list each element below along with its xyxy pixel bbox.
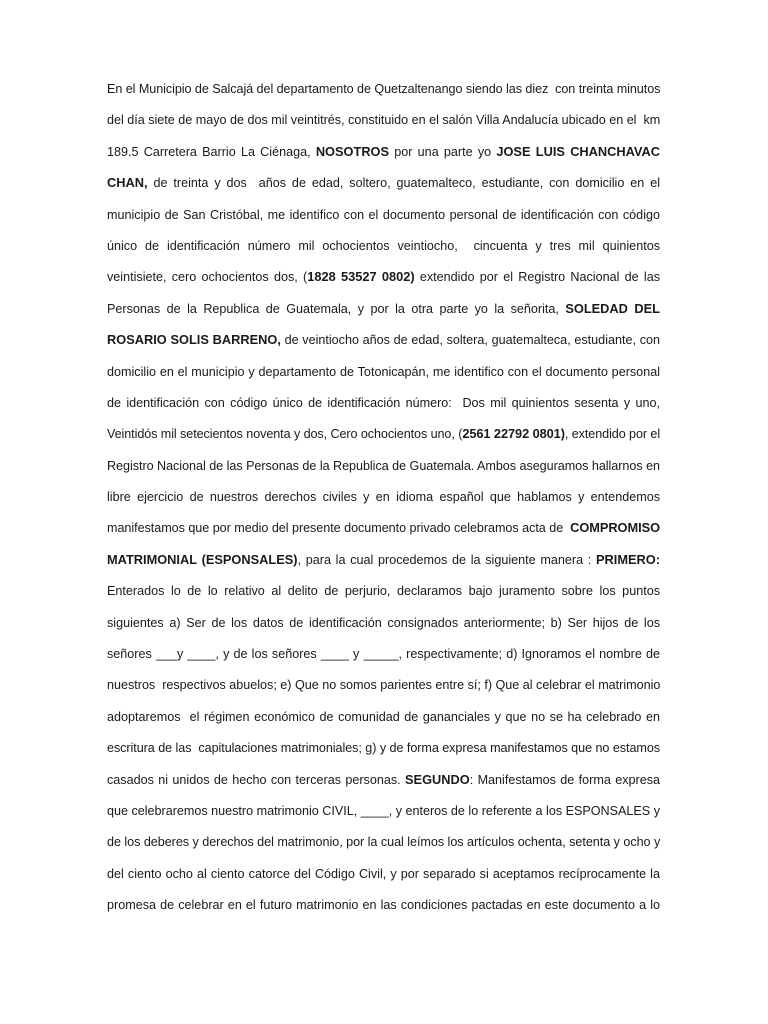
- paragraph-line: [107, 204, 660, 235]
- paragraph-line: [107, 329, 660, 360]
- text-segment: del ciento ocho al ciento catorce del Código Civil, y por separado si aceptamos recíprocamente la: [107, 866, 660, 881]
- text-segment: de los deberes y derechos del matrimonio, por la cual leímos los artículos ochenta, setenta y ocho y: [107, 835, 661, 850]
- text-segment: por una parte yo: [389, 144, 497, 159]
- paragraph-line: [107, 78, 660, 109]
- text-segment: escritura de las capitulaciones matrimoniales; g) y de forma expresa manifestamos que no estamos: [107, 741, 660, 756]
- bold-text-segment: NOSOTROS: [315, 143, 390, 159]
- text-segment: municipio de San Cristóbal, me identifico con el documento personal de identificación con código: [107, 207, 660, 222]
- bold-text-segment: MATRIMONIAL (ESPONSALES): [107, 551, 298, 567]
- paragraph-line: [107, 863, 660, 894]
- text-segment: adoptaremos el régimen económico de comunidad de gananciales y que no se ha celebrado en: [107, 709, 660, 724]
- text-segment: , para la cual procedemos de la siguiente manera :: [297, 552, 596, 567]
- paragraph-line: [107, 674, 660, 705]
- bold-text-segment: CHAN,: [107, 175, 148, 191]
- paragraph-line: [107, 706, 660, 737]
- text-segment: En el Municipio de Salcajá del departamento de Quetzaltenango siendo las diez con treinta minutos: [107, 82, 661, 96]
- text-segment: libre ejercicio de nuestros derechos civiles y en idioma español que hablamos y entendemos: [107, 490, 660, 505]
- paragraph-line: [107, 643, 660, 674]
- text-segment: Personas de la Republica de Guatemala, y por la otra parte yo la señorita,: [107, 301, 566, 316]
- paragraph-line: [107, 423, 660, 454]
- text-segment: manifestamos que por medio del presente documento privado celebramos acta de: [107, 521, 571, 536]
- paragraph-line: [107, 800, 660, 831]
- paragraph-line: [107, 769, 660, 800]
- bold-text-segment: 1828 53527 0802): [307, 269, 415, 285]
- text-segment: extendido por el Registro Nacional de las: [414, 270, 660, 285]
- paragraph-line: [107, 141, 660, 172]
- paragraph-line: [107, 392, 660, 423]
- text-segment: Enterados lo de lo relativo al delito de perjurio, declaramos bajo juramento sobre los puntos: [107, 584, 660, 599]
- paragraph-line: [107, 517, 660, 548]
- text-segment: , extendido por el: [564, 427, 661, 442]
- text-segment: del día siete de mayo de dos mil veintitrés, constituido en el salón Villa Andalucía ubicado en el km: [107, 113, 661, 128]
- paragraph-line: [107, 298, 660, 329]
- paragraph-line: [107, 266, 660, 297]
- bold-text-segment: JOSE LUIS CHANCHAVAC: [496, 143, 661, 159]
- text-segment: veintisiete, cero ochocientos dos, (: [107, 270, 308, 285]
- paragraph-line: [107, 361, 660, 392]
- document-body: [107, 78, 660, 926]
- paragraph-line: [107, 455, 660, 486]
- text-segment: nuestros respectivos abuelos; e) Que no somos parientes entre sí; f) Que al celebrar el matrimonio: [107, 678, 661, 693]
- bold-text-segment: SEGUNDO: [405, 771, 470, 787]
- paragraph-line: [107, 612, 660, 643]
- bold-text-segment: SOLEDAD DEL: [565, 300, 660, 316]
- paragraph-line: [107, 831, 660, 862]
- text-segment: de identificación con código único de identificación número: Dos mil quinientos sesenta y uno,: [107, 395, 660, 410]
- text-segment: señores ___y ____, y de los señores ____ y _____, respectivamente; d) Ignoramos el nombre de: [107, 647, 660, 662]
- paragraph-line: [107, 894, 660, 925]
- text-segment: que celebraremos nuestro matrimonio CIVIL, ____, y enteros de lo referente a los ESPONSALES y: [107, 803, 660, 818]
- text-segment: siguientes a) Ser de los datos de identificación consignados anteriormente; b) Ser hijos de los: [107, 615, 660, 630]
- paragraph-line: [107, 549, 660, 580]
- text-segment: : Manifestamos de forma expresa: [469, 772, 660, 787]
- text-segment: 189.5 Carretera Barrio La Ciénaga,: [107, 144, 316, 159]
- paragraph-line: [107, 486, 660, 517]
- text-segment: Registro Nacional de las Personas de la Republica de Guatemala. Ambos aseguramos hallarnos en: [107, 458, 660, 473]
- text-segment: promesa de celebrar en el futuro matrimonio en las condiciones pactadas en este documento a lo: [107, 898, 660, 913]
- text-segment: único de identificación número mil ochocientos veintiocho, cincuenta y tres mil quinientos: [107, 238, 660, 253]
- bold-text-segment: 2561 22792 0801): [462, 426, 565, 442]
- bold-text-segment: COMPROMISO: [570, 520, 660, 536]
- paragraph-line: [107, 737, 660, 768]
- paragraph-line: [107, 172, 660, 203]
- text-segment: Veintidós mil setecientos noventa y dos, Cero ochocientos uno, (: [107, 427, 463, 442]
- text-segment: casados ni unidos de hecho con terceras personas.: [107, 772, 406, 787]
- text-segment: domicilio en el municipio y departamento de Totonicapán, me identifico con el documento personal: [107, 364, 660, 379]
- bold-text-segment: ROSARIO SOLIS BARRENO,: [107, 332, 281, 348]
- text-segment: de treinta y dos años de edad, soltero, guatemalteco, estudiante, con domicilio en el: [147, 176, 660, 191]
- paragraph-line: [107, 109, 660, 140]
- bold-text-segment: PRIMERO:: [596, 551, 660, 567]
- paragraph-line: [107, 235, 660, 266]
- paragraph-line: [107, 580, 660, 611]
- text-segment: de veintiocho años de edad, soltera, guatemalteca, estudiante, con: [280, 333, 660, 348]
